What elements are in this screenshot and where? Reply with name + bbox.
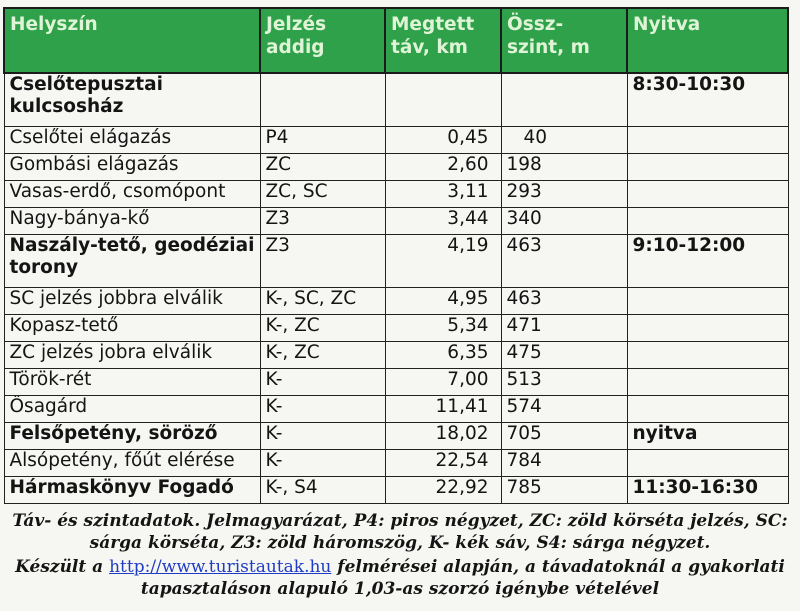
cell-distance: 18,02 xyxy=(385,423,501,450)
cell-location: Naszály-tető, geodéziai torony xyxy=(4,235,260,288)
cell-marking: ZC, SC xyxy=(260,181,385,208)
cell-distance: 5,34 xyxy=(385,315,501,342)
cell-marking: K- xyxy=(260,369,385,396)
cell-elevation: 463 xyxy=(501,288,627,315)
cell-opening xyxy=(627,154,788,181)
cell-location: Cselőtei elágazás xyxy=(4,127,260,154)
cell-location: Vasas-erdő, csomópont xyxy=(4,181,260,208)
cell-opening xyxy=(627,369,788,396)
caption-legend-line2: sárga körséta, Z3: zöld háromszög, K- kék sáv, S4: sárga négyzet. xyxy=(89,533,711,553)
header-distance-line1: Megtett xyxy=(391,14,475,35)
header-row xyxy=(4,8,788,73)
table-row xyxy=(4,154,788,181)
cell-distance: 7,00 xyxy=(385,369,501,396)
cell-location: Cselőtepusztai kulcsosház xyxy=(4,73,260,127)
cell-elevation: 463 xyxy=(501,235,627,288)
turistautak-link[interactable]: http://www.turistautak.hu xyxy=(109,557,332,577)
header-elevation-line1: Össz- xyxy=(507,14,564,35)
cell-opening: 11:30-16:30 xyxy=(627,477,788,504)
caption-source-suffix: felmérései alapján, a távadatoknál a gyakorlati xyxy=(331,557,785,577)
table-row xyxy=(4,342,788,369)
cell-elevation: 475 xyxy=(501,342,627,369)
cell-elevation: 784 xyxy=(501,450,627,477)
table-row xyxy=(4,450,788,477)
header-elevation-line2: szint, m xyxy=(507,37,590,58)
cell-marking: K-, ZC xyxy=(260,315,385,342)
cell-elevation: 40 xyxy=(501,127,627,154)
table-row xyxy=(4,369,788,396)
caption-multiplier-line: tapasztaláson alapuló 1,03-as szorzó igénybe vételével xyxy=(140,579,660,599)
cell-location: Török-rét xyxy=(4,369,260,396)
cell-elevation: 198 xyxy=(501,154,627,181)
cell-elevation: 513 xyxy=(501,369,627,396)
cell-marking: K-, ZC xyxy=(260,342,385,369)
cell-distance: 2,60 xyxy=(385,154,501,181)
cell-marking: Z3 xyxy=(260,208,385,235)
cell-opening xyxy=(627,342,788,369)
cell-opening xyxy=(627,288,788,315)
cell-elevation xyxy=(501,73,627,127)
cell-location: Felsőpetény, söröző xyxy=(4,423,260,450)
header-elevation xyxy=(501,8,627,73)
caption-source-prefix: Készült a xyxy=(15,557,110,577)
header-marking xyxy=(260,8,385,73)
table-row xyxy=(4,208,788,235)
cell-marking: K- xyxy=(260,396,385,423)
cell-marking: ZC xyxy=(260,154,385,181)
cell-elevation: 340 xyxy=(501,208,627,235)
cell-marking: K- xyxy=(260,423,385,450)
table-row xyxy=(4,288,788,315)
cell-marking: K-, SC, ZC xyxy=(260,288,385,315)
table-row xyxy=(4,127,788,154)
cell-opening: nyitva xyxy=(627,423,788,450)
cell-elevation: 293 xyxy=(501,181,627,208)
cell-elevation: 574 xyxy=(501,396,627,423)
cell-marking xyxy=(260,73,385,127)
cell-distance: 11,41 xyxy=(385,396,501,423)
cell-location: SC jelzés jobbra elválik xyxy=(4,288,260,315)
cell-marking: Z3 xyxy=(260,235,385,288)
cell-marking: K-, S4 xyxy=(260,477,385,504)
cell-opening xyxy=(627,396,788,423)
table-row xyxy=(4,477,788,504)
cell-location: Alsópetény, főút elérése xyxy=(4,450,260,477)
cell-opening: 9:10-12:00 xyxy=(627,235,788,288)
table-row xyxy=(4,315,788,342)
cell-location: Gombási elágazás xyxy=(4,154,260,181)
cell-elevation: 471 xyxy=(501,315,627,342)
header-distance-line2: táv, km xyxy=(391,37,468,58)
cell-opening xyxy=(627,208,788,235)
header-opening-label: Nyitva xyxy=(633,14,701,35)
cell-location: Nagy-bánya-kő xyxy=(4,208,260,235)
cell-distance: 3,11 xyxy=(385,181,501,208)
cell-opening xyxy=(627,127,788,154)
cell-distance: 3,44 xyxy=(385,208,501,235)
header-opening xyxy=(627,8,788,73)
table-row xyxy=(4,181,788,208)
cell-distance: 4,19 xyxy=(385,235,501,288)
header-marking-line1: Jelzés xyxy=(266,14,327,35)
cell-opening xyxy=(627,315,788,342)
cell-location: Hármaskönyv Fogadó xyxy=(4,477,260,504)
cell-distance: 22,92 xyxy=(385,477,501,504)
cell-elevation: 705 xyxy=(501,423,627,450)
cell-opening xyxy=(627,181,788,208)
cell-opening: 8:30-10:30 xyxy=(627,73,788,127)
header-distance xyxy=(385,8,501,73)
cell-location: Kopasz-tető xyxy=(4,315,260,342)
table-row xyxy=(4,235,788,288)
cell-location: Ősagárd xyxy=(4,396,260,423)
cell-distance: 22,54 xyxy=(385,450,501,477)
header-marking-line2: addig xyxy=(266,37,325,58)
caption-source-line xyxy=(0,556,800,578)
cell-elevation: 785 xyxy=(501,477,627,504)
header-location-label: Helyszín xyxy=(10,14,98,35)
header-location xyxy=(4,8,260,73)
table-row xyxy=(4,73,788,127)
caption-legend-line1: Táv- és szintadatok. Jelmagyarázat, P4: piros négyzet, ZC: zöld körséta jelzés, SC: xyxy=(12,511,788,531)
table-row xyxy=(4,396,788,423)
cell-distance: 0,45 xyxy=(385,127,501,154)
cell-distance: 6,35 xyxy=(385,342,501,369)
cell-marking: K- xyxy=(260,450,385,477)
table-row xyxy=(4,423,788,450)
cell-opening xyxy=(627,450,788,477)
cell-location: ZC jelzés jobra elválik xyxy=(4,342,260,369)
cell-distance xyxy=(385,73,501,127)
cell-marking: P4 xyxy=(260,127,385,154)
cell-distance: 4,95 xyxy=(385,288,501,315)
route-table xyxy=(3,7,789,504)
